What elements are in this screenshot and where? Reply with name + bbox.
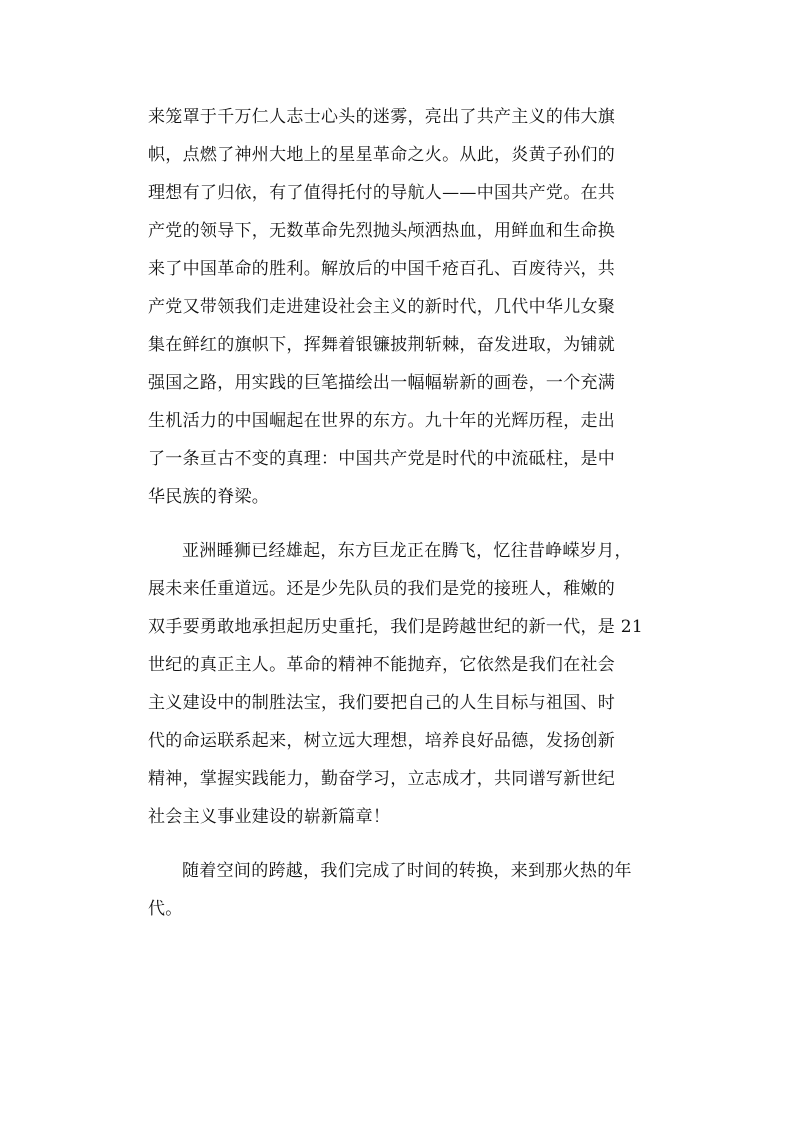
text-line: 亚洲睡狮已经雄起，东方巨龙正在腾飞，忆往昔峥嵘岁月，	[182, 541, 632, 561]
text-line: 社会主义事业建设的崭新篇章！	[148, 807, 391, 827]
document-body	[148, 98, 668, 928]
text-line: 产党又带领我们走进建设社会主义的新时代，几代中华儿女聚	[148, 297, 616, 317]
paragraph	[148, 852, 668, 928]
text-line: 精神，掌握实践能力，勤奋学习，立志成才，共同谱写新世纪	[148, 769, 616, 789]
text-line: 了一条亘古不变的真理：中国共产党是时代的中流砥柱，是中	[148, 449, 616, 469]
text-line: 展未来任重道远。还是少先队员的我们是党的接班人，稚嫩的	[148, 579, 616, 599]
paragraph	[148, 98, 668, 516]
text-line: 华民族的脊梁。	[148, 487, 270, 507]
text-line: 来了中国革命的胜利。解放后的中国千疮百孔、百废待兴，共	[148, 259, 616, 279]
text-line: 强国之路，用实践的巨笔描绘出一幅幅崭新的画卷，一个充满	[148, 373, 616, 393]
text-line: 产党的领导下，无数革命先烈抛头颅洒热血，用鲜血和生命换	[148, 221, 616, 241]
text-line: 生机活力的中国崛起在世界的东方。九十年的光辉历程，走出	[148, 411, 616, 431]
text-line: 双手要勇敢地承担起历史重托，我们是跨越世纪的新一代，是 21	[148, 617, 644, 637]
text-line: 来笼罩于千万仁人志士心头的迷雾，亮出了共产主义的伟大旗	[148, 107, 616, 127]
text-line: 主义建设中的制胜法宝，我们要把自己的人生目标与祖国、时	[148, 693, 616, 713]
text-line: 代。	[148, 899, 183, 919]
text-line: 理想有了归依，有了值得托付的导航人——中国共产党。在共	[148, 183, 616, 203]
text-line: 世纪的真正主人。革命的精神不能抛弃，它依然是我们在社会	[148, 655, 616, 675]
text-line: 代的命运联系起来，树立远大理想，培养良好品德，发扬创新	[148, 731, 616, 751]
paragraph-spacer	[148, 836, 668, 852]
text-line: 帜，点燃了神州大地上的星星革命之火。从此，炎黄子孙们的	[148, 145, 616, 165]
text-line: 集在鲜红的旗帜下，挥舞着银镰披荆斩棘，奋发进取，为铺就	[148, 335, 616, 355]
paragraph-spacer	[148, 516, 668, 532]
paragraph	[148, 532, 668, 836]
text-line: 随着空间的跨越，我们完成了时间的转换，来到那火热的年	[182, 861, 632, 881]
